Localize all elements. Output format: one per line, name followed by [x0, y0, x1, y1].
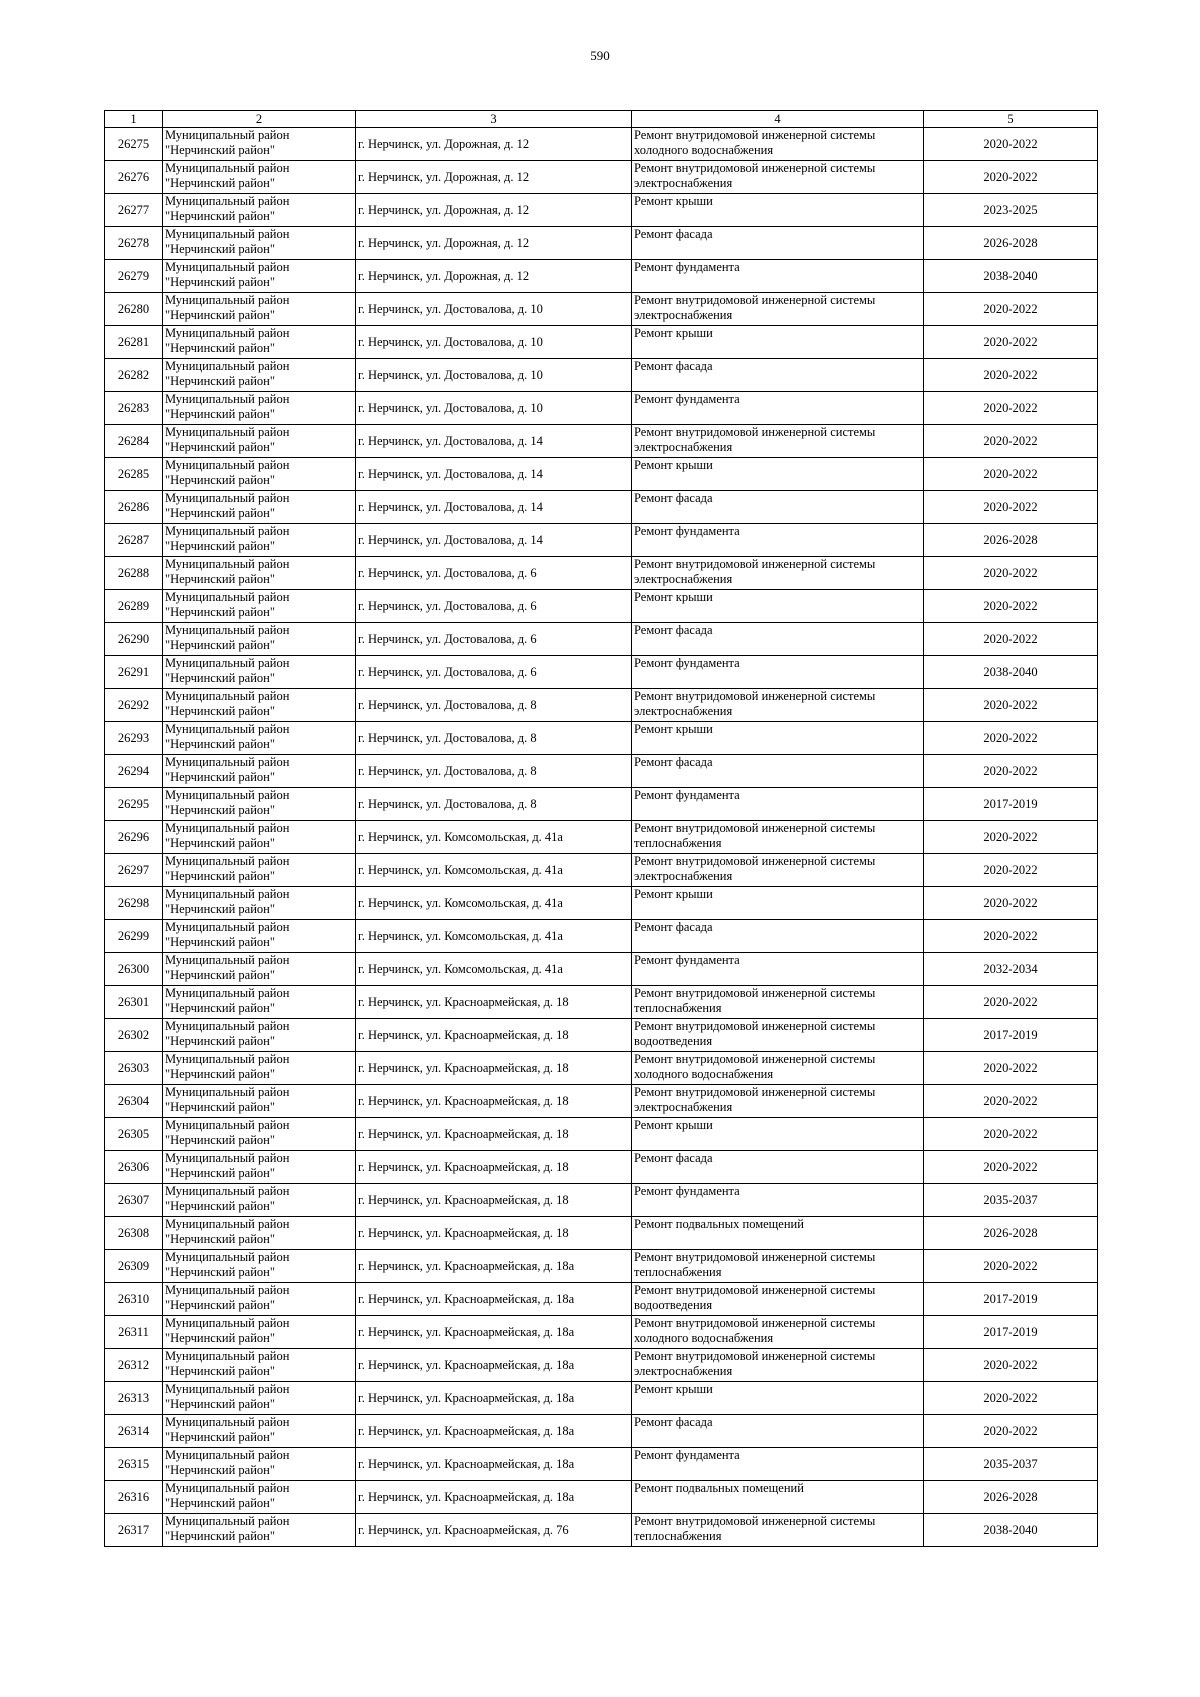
municipality-cell: Муниципальный район "Нерчинский район" [163, 326, 356, 359]
work-type-cell: Ремонт фундамента [632, 524, 924, 557]
address-cell: г. Нерчинск, ул. Достовалова, д. 8 [356, 722, 632, 755]
work-type-cell: Ремонт внутридомовой инженерной системы водоотведения [632, 1019, 924, 1052]
work-type-cell: Ремонт внутридомовой инженерной системы водоотведения [632, 1283, 924, 1316]
period-cell: 2020-2022 [924, 326, 1098, 359]
header-col-5: 5 [924, 111, 1098, 128]
work-type-cell: Ремонт фундамента [632, 656, 924, 689]
municipality-cell: Муниципальный район "Нерчинский район" [163, 590, 356, 623]
work-type-cell: Ремонт подвальных помещений [632, 1481, 924, 1514]
period-cell: 2020-2022 [924, 128, 1098, 161]
header-row [105, 111, 1098, 128]
work-type-cell: Ремонт внутридомовой инженерной системы электроснабжения [632, 161, 924, 194]
municipality-cell: Муниципальный район "Нерчинский район" [163, 1382, 356, 1415]
table-row [105, 953, 1098, 986]
table-row [105, 1448, 1098, 1481]
municipality-cell: Муниципальный район "Нерчинский район" [163, 1514, 356, 1547]
address-cell: г. Нерчинск, ул. Дорожная, д. 12 [356, 194, 632, 227]
table-row [105, 293, 1098, 326]
work-type-cell: Ремонт крыши [632, 722, 924, 755]
address-cell: г. Нерчинск, ул. Комсомольская, д. 41а [356, 953, 632, 986]
work-type-cell: Ремонт крыши [632, 887, 924, 920]
period-cell: 2020-2022 [924, 1415, 1098, 1448]
municipality-cell: Муниципальный район "Нерчинский район" [163, 1250, 356, 1283]
row-number-cell: 26279 [105, 260, 163, 293]
address-cell: г. Нерчинск, ул. Дорожная, д. 12 [356, 128, 632, 161]
row-number-cell: 26277 [105, 194, 163, 227]
address-cell: г. Нерчинск, ул. Комсомольская, д. 41а [356, 821, 632, 854]
work-type-cell: Ремонт внутридомовой инженерной системы теплоснабжения [632, 1514, 924, 1547]
address-cell: г. Нерчинск, ул. Достовалова, д. 14 [356, 491, 632, 524]
table-row [105, 392, 1098, 425]
row-number-cell: 26305 [105, 1118, 163, 1151]
work-type-cell: Ремонт внутридомовой инженерной системы холодного водоснабжения [632, 1052, 924, 1085]
address-cell: г. Нерчинск, ул. Достовалова, д. 10 [356, 359, 632, 392]
period-cell: 2026-2028 [924, 1481, 1098, 1514]
period-cell: 2020-2022 [924, 623, 1098, 656]
row-number-cell: 26284 [105, 425, 163, 458]
table-row [105, 1184, 1098, 1217]
row-number-cell: 26316 [105, 1481, 163, 1514]
row-number-cell: 26299 [105, 920, 163, 953]
work-type-cell: Ремонт фундамента [632, 953, 924, 986]
address-cell: г. Нерчинск, ул. Комсомольская, д. 41а [356, 920, 632, 953]
address-cell: г. Нерчинск, ул. Красноармейская, д. 18 [356, 1085, 632, 1118]
table-row [105, 1250, 1098, 1283]
table-row [105, 1118, 1098, 1151]
row-number-cell: 26308 [105, 1217, 163, 1250]
municipality-cell: Муниципальный район "Нерчинский район" [163, 953, 356, 986]
address-cell: г. Нерчинск, ул. Достовалова, д. 6 [356, 623, 632, 656]
municipality-cell: Муниципальный район "Нерчинский район" [163, 1415, 356, 1448]
table-row [105, 557, 1098, 590]
municipality-cell: Муниципальный район "Нерчинский район" [163, 491, 356, 524]
row-number-cell: 26275 [105, 128, 163, 161]
period-cell: 2026-2028 [924, 227, 1098, 260]
table-row [105, 1151, 1098, 1184]
table-row [105, 128, 1098, 161]
row-number-cell: 26310 [105, 1283, 163, 1316]
table-row [105, 986, 1098, 1019]
period-cell: 2020-2022 [924, 425, 1098, 458]
period-cell: 2020-2022 [924, 821, 1098, 854]
table-row [105, 1382, 1098, 1415]
work-type-cell: Ремонт фасада [632, 920, 924, 953]
row-number-cell: 26276 [105, 161, 163, 194]
address-cell: г. Нерчинск, ул. Достовалова, д. 14 [356, 458, 632, 491]
work-type-cell: Ремонт фасада [632, 1415, 924, 1448]
work-type-cell: Ремонт внутридомовой инженерной системы теплоснабжения [632, 821, 924, 854]
municipality-cell: Муниципальный район "Нерчинский район" [163, 623, 356, 656]
address-cell: г. Нерчинск, ул. Достовалова, д. 6 [356, 656, 632, 689]
row-number-cell: 26317 [105, 1514, 163, 1547]
municipality-cell: Муниципальный район "Нерчинский район" [163, 1481, 356, 1514]
table-row [105, 1217, 1098, 1250]
page-number: 590 [590, 48, 610, 63]
period-cell: 2038-2040 [924, 260, 1098, 293]
municipality-cell: Муниципальный район "Нерчинский район" [163, 1085, 356, 1118]
table-row [105, 1316, 1098, 1349]
work-type-cell: Ремонт фасада [632, 359, 924, 392]
table-row [105, 1481, 1098, 1514]
work-type-cell: Ремонт крыши [632, 194, 924, 227]
header-col-2: 2 [163, 111, 356, 128]
table-row [105, 1052, 1098, 1085]
row-number-cell: 26297 [105, 854, 163, 887]
header-col-1: 1 [105, 111, 163, 128]
row-number-cell: 26315 [105, 1448, 163, 1481]
table-row [105, 359, 1098, 392]
row-number-cell: 26293 [105, 722, 163, 755]
period-cell: 2020-2022 [924, 854, 1098, 887]
period-cell: 2017-2019 [924, 1316, 1098, 1349]
municipality-cell: Муниципальный район "Нерчинский район" [163, 689, 356, 722]
municipality-cell: Муниципальный район "Нерчинский район" [163, 1448, 356, 1481]
period-cell: 2020-2022 [924, 689, 1098, 722]
address-cell: г. Нерчинск, ул. Достовалова, д. 6 [356, 557, 632, 590]
address-cell: г. Нерчинск, ул. Дорожная, д. 12 [356, 161, 632, 194]
period-cell: 2020-2022 [924, 392, 1098, 425]
period-cell: 2020-2022 [924, 887, 1098, 920]
table-row [105, 194, 1098, 227]
work-type-cell: Ремонт фундамента [632, 1448, 924, 1481]
municipality-cell: Муниципальный район "Нерчинский район" [163, 359, 356, 392]
address-cell: г. Нерчинск, ул. Красноармейская, д. 18а [356, 1481, 632, 1514]
work-type-cell: Ремонт внутридомовой инженерной системы электроснабжения [632, 689, 924, 722]
period-cell: 2020-2022 [924, 359, 1098, 392]
row-number-cell: 26306 [105, 1151, 163, 1184]
period-cell: 2038-2040 [924, 1514, 1098, 1547]
header-col-3: 3 [356, 111, 632, 128]
table-row [105, 854, 1098, 887]
municipality-cell: Муниципальный район "Нерчинский район" [163, 1019, 356, 1052]
address-cell: г. Нерчинск, ул. Дорожная, д. 12 [356, 260, 632, 293]
work-type-cell: Ремонт фасада [632, 755, 924, 788]
period-cell: 2020-2022 [924, 755, 1098, 788]
row-number-cell: 26289 [105, 590, 163, 623]
row-number-cell: 26302 [105, 1019, 163, 1052]
row-number-cell: 26294 [105, 755, 163, 788]
municipality-cell: Муниципальный район "Нерчинский район" [163, 1283, 356, 1316]
table-body [105, 128, 1098, 1547]
work-type-cell: Ремонт подвальных помещений [632, 1217, 924, 1250]
municipality-cell: Муниципальный район "Нерчинский район" [163, 656, 356, 689]
period-cell: 2020-2022 [924, 590, 1098, 623]
period-cell: 2017-2019 [924, 788, 1098, 821]
address-cell: г. Нерчинск, ул. Красноармейская, д. 18 [356, 1118, 632, 1151]
municipality-cell: Муниципальный район "Нерчинский район" [163, 128, 356, 161]
municipality-cell: Муниципальный район "Нерчинский район" [163, 194, 356, 227]
address-cell: г. Нерчинск, ул. Красноармейская, д. 18а [356, 1415, 632, 1448]
work-type-cell: Ремонт крыши [632, 326, 924, 359]
table-row [105, 887, 1098, 920]
row-number-cell: 26312 [105, 1349, 163, 1382]
row-number-cell: 26283 [105, 392, 163, 425]
row-number-cell: 26313 [105, 1382, 163, 1415]
work-type-cell: Ремонт крыши [632, 458, 924, 491]
period-cell: 2035-2037 [924, 1448, 1098, 1481]
table-row [105, 1019, 1098, 1052]
row-number-cell: 26296 [105, 821, 163, 854]
table-row [105, 1283, 1098, 1316]
table-row [105, 623, 1098, 656]
municipality-cell: Муниципальный район "Нерчинский район" [163, 524, 356, 557]
row-number-cell: 26303 [105, 1052, 163, 1085]
period-cell: 2020-2022 [924, 293, 1098, 326]
address-cell: г. Нерчинск, ул. Дорожная, д. 12 [356, 227, 632, 260]
row-number-cell: 26307 [105, 1184, 163, 1217]
period-cell: 2020-2022 [924, 1250, 1098, 1283]
address-cell: г. Нерчинск, ул. Красноармейская, д. 18а [356, 1448, 632, 1481]
period-cell: 2020-2022 [924, 1118, 1098, 1151]
period-cell: 2020-2022 [924, 161, 1098, 194]
row-number-cell: 26281 [105, 326, 163, 359]
municipality-cell: Муниципальный район "Нерчинский район" [163, 986, 356, 1019]
row-number-cell: 26285 [105, 458, 163, 491]
work-type-cell: Ремонт внутридомовой инженерной системы электроснабжения [632, 1349, 924, 1382]
period-cell: 2020-2022 [924, 1085, 1098, 1118]
address-cell: г. Нерчинск, ул. Красноармейская, д. 18 [356, 986, 632, 1019]
work-type-cell: Ремонт фасада [632, 227, 924, 260]
period-cell: 2020-2022 [924, 986, 1098, 1019]
table-row [105, 722, 1098, 755]
period-cell: 2017-2019 [924, 1283, 1098, 1316]
row-number-cell: 26314 [105, 1415, 163, 1448]
work-type-cell: Ремонт фасада [632, 1151, 924, 1184]
row-number-cell: 26300 [105, 953, 163, 986]
period-cell: 2020-2022 [924, 1382, 1098, 1415]
period-cell: 2020-2022 [924, 1151, 1098, 1184]
municipality-cell: Муниципальный район "Нерчинский район" [163, 260, 356, 293]
period-cell: 2020-2022 [924, 491, 1098, 524]
work-type-cell: Ремонт внутридомовой инженерной системы электроснабжения [632, 425, 924, 458]
row-number-cell: 26288 [105, 557, 163, 590]
address-cell: г. Нерчинск, ул. Достовалова, д. 6 [356, 590, 632, 623]
row-number-cell: 26295 [105, 788, 163, 821]
municipality-cell: Муниципальный район "Нерчинский район" [163, 854, 356, 887]
table-row [105, 590, 1098, 623]
period-cell: 2020-2022 [924, 557, 1098, 590]
municipality-cell: Муниципальный район "Нерчинский район" [163, 755, 356, 788]
address-cell: г. Нерчинск, ул. Достовалова, д. 8 [356, 689, 632, 722]
municipality-cell: Муниципальный район "Нерчинский район" [163, 293, 356, 326]
municipality-cell: Муниципальный район "Нерчинский район" [163, 1217, 356, 1250]
work-type-cell: Ремонт фасада [632, 491, 924, 524]
table-row [105, 1514, 1098, 1547]
table-row [105, 1415, 1098, 1448]
municipality-cell: Муниципальный район "Нерчинский район" [163, 920, 356, 953]
municipality-cell: Муниципальный район "Нерчинский район" [163, 161, 356, 194]
header-col-4: 4 [632, 111, 924, 128]
municipality-cell: Муниципальный район "Нерчинский район" [163, 1118, 356, 1151]
period-cell: 2023-2025 [924, 194, 1098, 227]
address-cell: г. Нерчинск, ул. Красноармейская, д. 18 [356, 1019, 632, 1052]
address-cell: г. Нерчинск, ул. Красноармейская, д. 18 [356, 1151, 632, 1184]
period-cell: 2032-2034 [924, 953, 1098, 986]
address-cell: г. Нерчинск, ул. Красноармейская, д. 18 [356, 1217, 632, 1250]
address-cell: г. Нерчинск, ул. Достовалова, д. 8 [356, 788, 632, 821]
table-header [105, 111, 1098, 128]
address-cell: г. Нерчинск, ул. Красноармейская, д. 18а [356, 1283, 632, 1316]
address-cell: г. Нерчинск, ул. Достовалова, д. 10 [356, 392, 632, 425]
row-number-cell: 26287 [105, 524, 163, 557]
work-type-cell: Ремонт крыши [632, 1382, 924, 1415]
address-cell: г. Нерчинск, ул. Красноармейская, д. 18а [356, 1250, 632, 1283]
municipality-cell: Муниципальный район "Нерчинский район" [163, 1349, 356, 1382]
row-number-cell: 26291 [105, 656, 163, 689]
period-cell: 2020-2022 [924, 920, 1098, 953]
period-cell: 2035-2037 [924, 1184, 1098, 1217]
row-number-cell: 26280 [105, 293, 163, 326]
work-type-cell: Ремонт внутридомовой инженерной системы теплоснабжения [632, 1250, 924, 1283]
period-cell: 2020-2022 [924, 1052, 1098, 1085]
table-row [105, 260, 1098, 293]
period-cell: 2026-2028 [924, 524, 1098, 557]
address-cell: г. Нерчинск, ул. Достовалова, д. 8 [356, 755, 632, 788]
work-type-cell: Ремонт фундамента [632, 1184, 924, 1217]
work-type-cell: Ремонт крыши [632, 590, 924, 623]
table-row [105, 491, 1098, 524]
period-cell: 2020-2022 [924, 722, 1098, 755]
work-type-cell: Ремонт внутридомовой инженерной системы электроснабжения [632, 854, 924, 887]
work-type-cell: Ремонт фундамента [632, 260, 924, 293]
municipality-cell: Муниципальный район "Нерчинский район" [163, 227, 356, 260]
period-cell: 2026-2028 [924, 1217, 1098, 1250]
municipality-cell: Муниципальный район "Нерчинский район" [163, 1151, 356, 1184]
work-type-cell: Ремонт фасада [632, 623, 924, 656]
address-cell: г. Нерчинск, ул. Комсомольская, д. 41а [356, 887, 632, 920]
table-row [105, 524, 1098, 557]
table-row [105, 227, 1098, 260]
work-type-cell: Ремонт внутридомовой инженерной системы теплоснабжения [632, 986, 924, 1019]
table-row [105, 821, 1098, 854]
address-cell: г. Нерчинск, ул. Комсомольская, д. 41а [356, 854, 632, 887]
row-number-cell: 26298 [105, 887, 163, 920]
work-type-cell: Ремонт внутридомовой инженерной системы электроснабжения [632, 557, 924, 590]
period-cell: 2020-2022 [924, 458, 1098, 491]
table-row [105, 161, 1098, 194]
work-type-cell: Ремонт крыши [632, 1118, 924, 1151]
municipality-cell: Муниципальный район "Нерчинский район" [163, 425, 356, 458]
municipality-cell: Муниципальный район "Нерчинский район" [163, 887, 356, 920]
municipality-cell: Муниципальный район "Нерчинский район" [163, 458, 356, 491]
address-cell: г. Нерчинск, ул. Красноармейская, д. 18а [356, 1316, 632, 1349]
municipality-cell: Муниципальный район "Нерчинский район" [163, 557, 356, 590]
address-cell: г. Нерчинск, ул. Красноармейская, д. 18 [356, 1052, 632, 1085]
row-number-cell: 26311 [105, 1316, 163, 1349]
table-row [105, 656, 1098, 689]
municipality-cell: Муниципальный район "Нерчинский район" [163, 821, 356, 854]
table-row [105, 689, 1098, 722]
row-number-cell: 26309 [105, 1250, 163, 1283]
period-cell: 2020-2022 [924, 1349, 1098, 1382]
work-type-cell: Ремонт внутридомовой инженерной системы холодного водоснабжения [632, 128, 924, 161]
row-number-cell: 26290 [105, 623, 163, 656]
period-cell: 2017-2019 [924, 1019, 1098, 1052]
table-row [105, 458, 1098, 491]
table-row [105, 326, 1098, 359]
address-cell: г. Нерчинск, ул. Красноармейская, д. 18 [356, 1184, 632, 1217]
work-type-cell: Ремонт фундамента [632, 788, 924, 821]
work-type-cell: Ремонт внутридомовой инженерной системы холодного водоснабжения [632, 1316, 924, 1349]
table-row [105, 425, 1098, 458]
document-table [104, 110, 1098, 1547]
municipality-cell: Муниципальный район "Нерчинский район" [163, 392, 356, 425]
address-cell: г. Нерчинск, ул. Красноармейская, д. 18а [356, 1382, 632, 1415]
row-number-cell: 26278 [105, 227, 163, 260]
work-type-cell: Ремонт фундамента [632, 392, 924, 425]
municipality-cell: Муниципальный район "Нерчинский район" [163, 1184, 356, 1217]
row-number-cell: 26301 [105, 986, 163, 1019]
work-type-cell: Ремонт внутридомовой инженерной системы электроснабжения [632, 1085, 924, 1118]
address-cell: г. Нерчинск, ул. Достовалова, д. 10 [356, 293, 632, 326]
address-cell: г. Нерчинск, ул. Достовалова, д. 14 [356, 425, 632, 458]
table-row [105, 1085, 1098, 1118]
municipality-cell: Муниципальный район "Нерчинский район" [163, 788, 356, 821]
table-row [105, 755, 1098, 788]
row-number-cell: 26286 [105, 491, 163, 524]
municipality-cell: Муниципальный район "Нерчинский район" [163, 1316, 356, 1349]
row-number-cell: 26282 [105, 359, 163, 392]
table-row [105, 1349, 1098, 1382]
address-cell: г. Нерчинск, ул. Достовалова, д. 14 [356, 524, 632, 557]
address-cell: г. Нерчинск, ул. Красноармейская, д. 76 [356, 1514, 632, 1547]
address-cell: г. Нерчинск, ул. Достовалова, д. 10 [356, 326, 632, 359]
work-type-cell: Ремонт внутридомовой инженерной системы электроснабжения [632, 293, 924, 326]
municipality-cell: Муниципальный район "Нерчинский район" [163, 1052, 356, 1085]
row-number-cell: 26292 [105, 689, 163, 722]
period-cell: 2038-2040 [924, 656, 1098, 689]
table-row [105, 788, 1098, 821]
table-row [105, 920, 1098, 953]
municipality-cell: Муниципальный район "Нерчинский район" [163, 722, 356, 755]
row-number-cell: 26304 [105, 1085, 163, 1118]
address-cell: г. Нерчинск, ул. Красноармейская, д. 18а [356, 1349, 632, 1382]
